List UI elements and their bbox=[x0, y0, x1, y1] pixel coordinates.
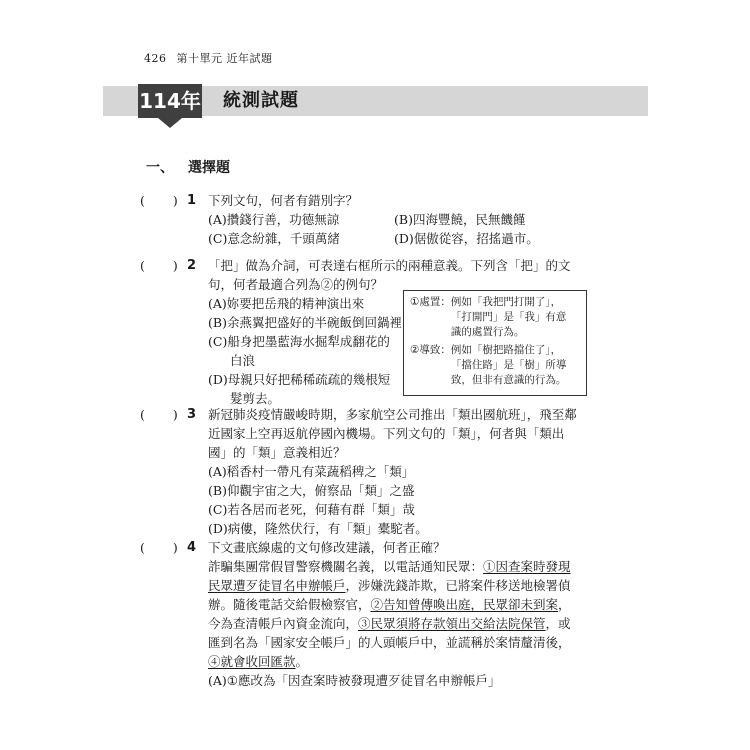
question-number: 2 bbox=[187, 258, 197, 273]
underlined-phrase-2: ②告知曾傳喚出庭，民眾卻未到案 bbox=[370, 597, 559, 612]
underlined-phrase-4: ④就會收回匯款 bbox=[208, 654, 296, 669]
passage-line: 民眾遭歹徒冒名申辦帳戶，涉嫌洗錢詐欺，已將案件移送地檢署偵 bbox=[208, 578, 571, 593]
option-c: (C)船身把墨藍海水掘犁成翻花的 bbox=[208, 334, 390, 349]
chapter-title: 第十單元 近年試題 bbox=[176, 52, 273, 65]
page-header bbox=[144, 50, 273, 66]
option-b: (B)四海豐饒，民無饑饉 bbox=[394, 212, 526, 227]
option-d: (D)母親只好把稀稀疏疏的幾根短 bbox=[208, 372, 391, 387]
question-stem: 下文畫底線處的文句修改建議，何者正確？ bbox=[208, 540, 446, 555]
page-number: 426 bbox=[144, 52, 167, 65]
definition-label: ②導致： bbox=[410, 344, 451, 356]
option-a: (A)稻香村一帶凡有菜蔬稻稗之「類」 bbox=[208, 464, 415, 479]
question-stem-line: 句，何者最適合列為②的例句？ bbox=[208, 277, 384, 292]
underlined-phrase-1: ①因查案時發現 bbox=[483, 559, 571, 574]
passage-line: ④就會收回匯款。 bbox=[208, 654, 309, 669]
title-banner bbox=[103, 86, 648, 116]
passage-line: 今為查清帳戶內資金流向，③民眾須將存款領出交給法院保管，或 bbox=[208, 616, 571, 631]
underlined-phrase-1-continued: 民眾遭歹徒冒名申辦帳戶 bbox=[208, 578, 346, 593]
definition-box bbox=[403, 290, 587, 396]
option-d-continued: 髮剪去。 bbox=[230, 391, 281, 406]
question-1 bbox=[140, 191, 580, 248]
option-c: (C)意念紛雜，千頭萬緒 bbox=[208, 231, 340, 246]
question-stem-line: 國」的「類」意義相近？ bbox=[208, 445, 346, 460]
option-b: (B)仰觀宇宙之大，俯察品「類」之盛 bbox=[208, 483, 415, 498]
question-4 bbox=[140, 538, 580, 690]
answer-blank: ( ) bbox=[140, 193, 178, 208]
definition-label: ①處置： bbox=[410, 296, 451, 308]
question-number: 3 bbox=[187, 407, 197, 422]
option-b: (B)余燕翼把盛好的半碗飯倒回鍋裡 bbox=[208, 315, 402, 330]
section-heading bbox=[146, 157, 230, 177]
definition-item-2: ②導致： 例如「樹把路擋住了」， 「擋住路」是「樹」所導 致，但非有意識的行為。 bbox=[410, 344, 567, 386]
question-3 bbox=[140, 405, 580, 538]
underlined-phrase-3: ③民眾須將存款領出交給法院保管 bbox=[358, 616, 546, 631]
option-c: (C)若各居而老死，何藉有群「類」哉 bbox=[208, 502, 415, 517]
option-d: (D)倨傲從容，招搖過市。 bbox=[394, 231, 539, 246]
answer-blank: ( ) bbox=[140, 407, 178, 422]
answer-blank: ( ) bbox=[140, 540, 178, 555]
section-number: 一、 bbox=[146, 160, 174, 176]
banner-title: 統測試題 bbox=[223, 90, 299, 111]
option-c-continued: 白浪 bbox=[230, 353, 256, 368]
question-stem-line: 新冠肺炎疫情嚴峻時期，多家航空公司推出「類出國航班」，飛至鄰 bbox=[208, 407, 577, 422]
option-a: (A)攢錢行善，功德無諒 bbox=[208, 212, 340, 227]
question-stem-line: 「把」做為介詞，可表達右框所示的兩種意義。下列含「把」的文 bbox=[208, 258, 571, 273]
banner-year: 114年 bbox=[138, 84, 202, 118]
question-stem-line: 近國家上空再返航停國內機場。下列文句的「類」，何者與「類出 bbox=[208, 426, 565, 441]
question-number: 4 bbox=[187, 540, 197, 555]
passage-line: 匯到名為「國家安全帳戶」的人頭帳戶中，並謊稱於案情釐清後， bbox=[208, 635, 571, 650]
answer-blank: ( ) bbox=[140, 258, 178, 273]
passage-line: 詐騙集團常假冒警察機關名義，以電話通知民眾：①因查案時發現 bbox=[208, 559, 571, 574]
passage-line: 辦。隨後電話交給假檢察官，②告知曾傳喚出庭，民眾卻未到案， bbox=[208, 597, 571, 612]
question-number: 1 bbox=[187, 193, 197, 208]
section-title: 選擇題 bbox=[188, 160, 230, 176]
question-stem: 下列文句，何者有錯別字？ bbox=[208, 193, 359, 208]
option-a: (A)妳要把岳飛的精神演出來 bbox=[208, 296, 365, 311]
option-a: (A)①應改為「因查案時被發現遭歹徒冒名申辦帳戶」 bbox=[208, 673, 501, 688]
definition-item-1: ①處置： 例如「我把門打開了」， 「打開門」是「我」有意 識的處置行為。 bbox=[410, 296, 567, 338]
option-d: (D)病僂，隆然伏行，有「類」橐駝者。 bbox=[208, 521, 428, 536]
